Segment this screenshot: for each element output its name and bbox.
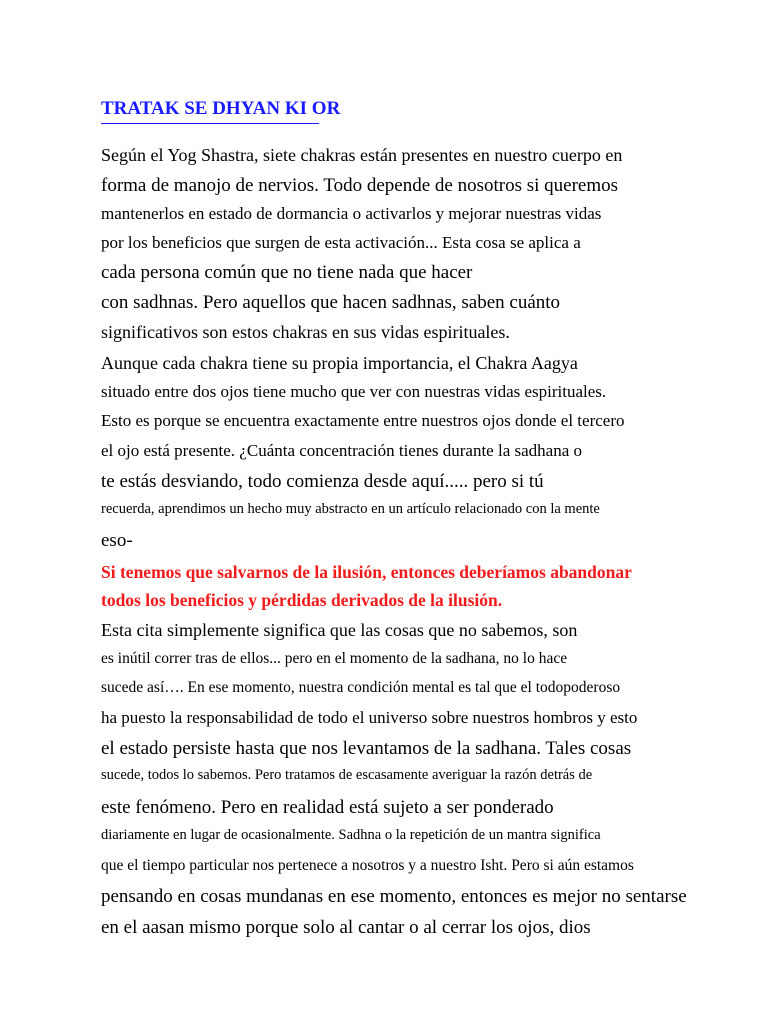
title-link-underline [101,123,319,124]
body-line: Aunque cada chakra tiene su propia importancia, el Chakra Aagya [101,353,578,373]
body-line: ha puesto la responsabilidad de todo el universo sobre nuestros hombros y esto [101,708,638,727]
body-line: con sadhnas. Pero aquellos que hacen sadhnas, saben cuánto [101,292,561,313]
body-line: eso- [101,530,133,551]
body-line: sucede, todos lo sabemos. Pero tratamos de escasamente averiguar la razón detrás de [101,767,593,783]
body-line: forma de manojo de nervios. Todo depende de nosotros si queremos [101,175,619,196]
highlighted-quote-line: todos los beneficios y pérdidas derivados de la ilusión. [101,590,503,610]
body-line: Esto es porque se encuentra exactamente entre nuestros ojos donde el tercero [101,411,625,430]
body-line: este fenómeno. Pero en realidad está sujeto a ser ponderado [101,797,554,818]
body-line: en el aasan mismo porque solo al cantar o al cerrar los ojos, dios [101,917,591,938]
body-line: pensando en cosas mundanas en ese momento, entonces es mejor no sentarse [101,886,687,907]
body-line: cada persona común que no tiene nada que hacer [101,262,473,283]
body-line: que el tiempo particular nos pertenece a nosotros y a nuestro Isht. Pero si aún estamos [101,857,634,874]
body-line: por los beneficios que surgen de esta activación... Esta cosa se aplica a [101,233,581,252]
body-line: significativos son estos chakras en sus vidas espirituales. [101,322,510,342]
body-line: diariamente en lugar de ocasionalmente. Sadhna o la repetición de un mantra significa [101,827,601,843]
body-line: sucede así…. En ese momento, nuestra condición mental es tal que el todopoderoso [101,679,621,696]
highlighted-quote-line: Si tenemos que salvarnos de la ilusión, entonces deberíamos abandonar [101,562,632,582]
body-line: recuerda, aprendimos un hecho muy abstracto en un artículo relacionado con la mente [101,501,600,517]
document-title[interactable]: TRATAK SE DHYAN KI OR [101,98,341,119]
body-line: te estás desviando, todo comienza desde aquí..... pero si tú [101,471,544,492]
body-line: mantenerlos en estado de dormancia o activarlos y mejorar nuestras vidas [101,204,602,223]
body-line: el estado persiste hasta que nos levantamos de la sadhana. Tales cosas [101,738,632,759]
body-line: Según el Yog Shastra, siete chakras están presentes en nuestro cuerpo en [101,145,623,165]
body-line: Esta cita simplemente significa que las cosas que no sabemos, son [101,620,578,640]
body-line: el ojo está presente. ¿Cuánta concentración tienes durante la sadhana o [101,441,582,460]
body-line: situado entre dos ojos tiene mucho que ver con nuestras vidas espirituales. [101,382,607,401]
body-line: es inútil correr tras de ellos... pero en el momento de la sadhana, no lo hace [101,650,568,667]
